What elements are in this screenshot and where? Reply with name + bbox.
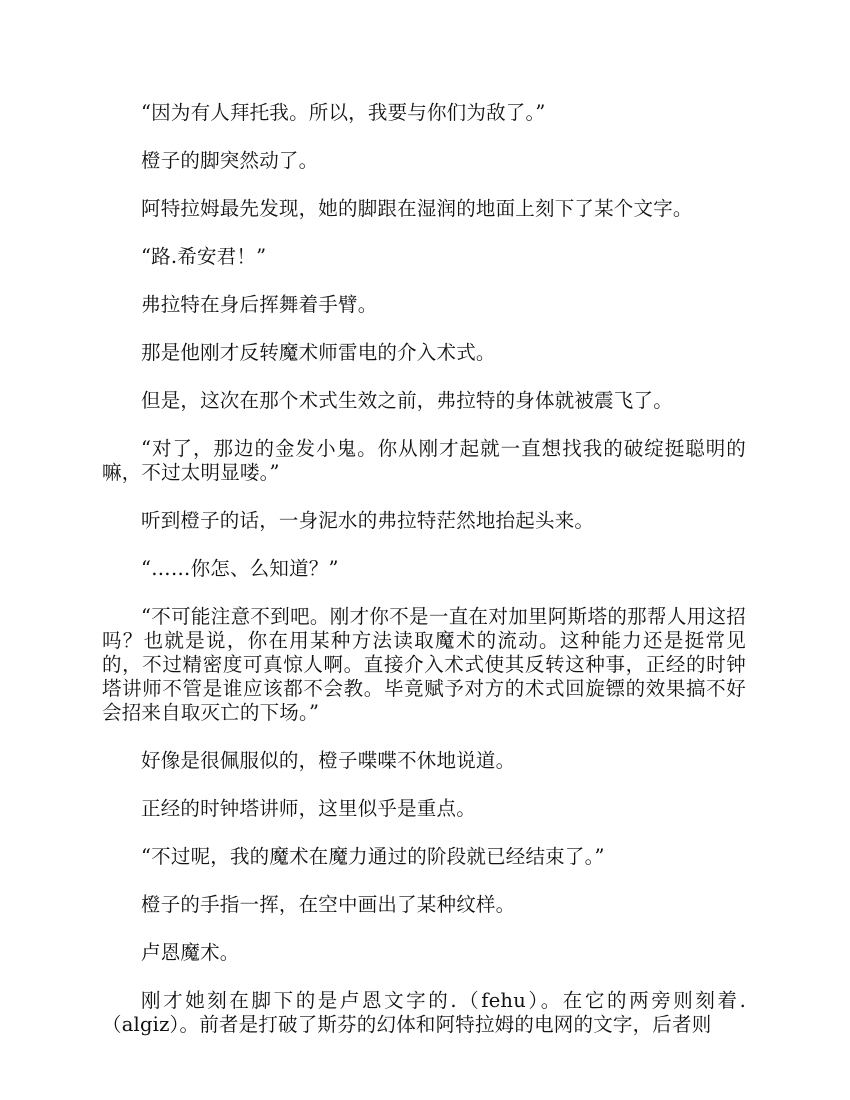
paragraph: “不过呢，我的魔术在魔力通过的阶段就已经结束了。” — [141, 845, 605, 868]
paragraph: “路.希安君！” — [141, 245, 267, 268]
paragraph: 橙子的手指一挥，在空中画出了某种纹样。 — [141, 893, 516, 916]
paragraph: “……你怎、么知道？” — [141, 557, 339, 580]
paragraph: 好像是很佩服似的，橙子喋喋不休地说道。 — [141, 749, 516, 772]
paragraph: “因为有人拜托我。所以，我要与你们为敌了。” — [141, 101, 546, 124]
paragraph: 听到橙子的话，一身泥水的弗拉特茫然地抬起头来。 — [141, 509, 595, 532]
paragraph: 弗拉特在身后挥舞着手臂。 — [141, 293, 378, 316]
paragraph: 阿特拉姆最先发现，她的脚跟在湿润的地面上刻下了某个文字。 — [141, 197, 693, 220]
body-text — [102, 101, 746, 1061]
paragraph: 那是他刚才反转魔术师雷电的介入术式。 — [141, 341, 496, 364]
paragraph: 但是，这次在那个术式生效之前，弗拉特的身体就被震飞了。 — [141, 389, 673, 412]
paragraph: 卢恩魔术。 — [141, 941, 240, 964]
paragraph: 刚才她刻在脚下的是卢恩文字的.（fehu）。在它的两旁则刻着.（algiz）。前者是打破了斯芬的幻体和阿特拉姆的电网的文字，后者则 — [102, 989, 746, 1036]
paragraph: “对了，那边的金发小鬼。你从刚才起就一直想找我的破绽挺聪明的嘛，不过太明显喽。” — [102, 437, 746, 484]
paragraph: 正经的时钟塔讲师，这里似乎是重点。 — [141, 797, 476, 820]
paragraph: “不可能注意不到吧。刚才你不是一直在对加里阿斯塔的那帮人用这招吗？也就是说，你在用某种方法读取魔术的流动。这种能力还是挺常见的，不过精密度可真惊人啊。直接介入术式使其反转这种事，正经的时钟塔讲师不管是谁应该都不会教。毕竟赋予对方的术式回旋镖的效果搞不好会招来自取灭亡的下场。” — [102, 605, 746, 724]
paragraph: 橙子的脚突然动了。 — [141, 149, 319, 172]
